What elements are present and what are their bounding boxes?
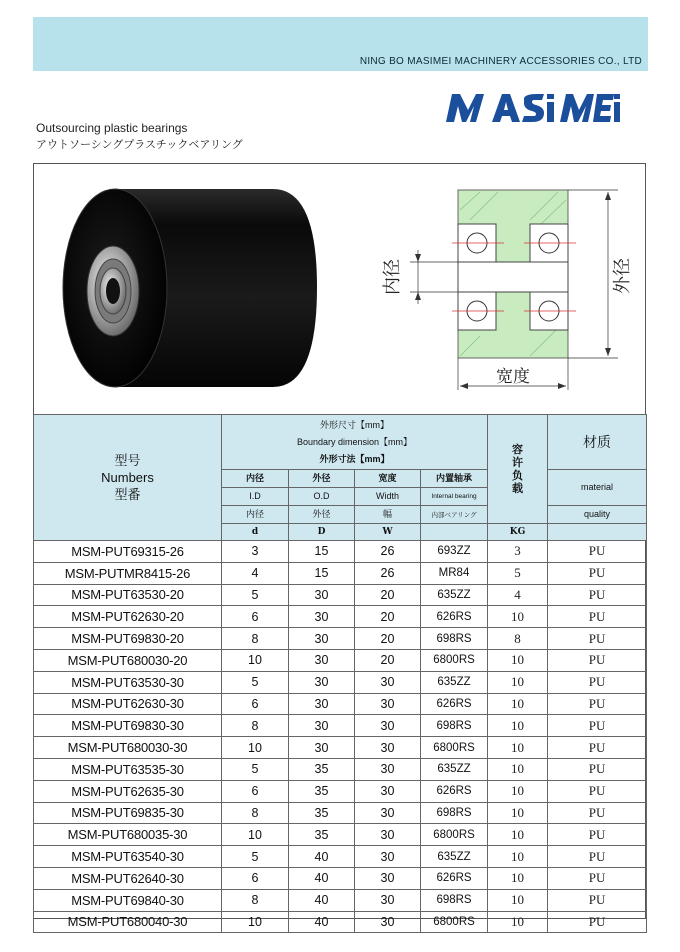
cell-width: 20 [355, 628, 421, 650]
table-row [34, 889, 647, 911]
cell-inner-diameter: 10 [222, 737, 289, 759]
col-od-symbol: D [289, 524, 355, 541]
cell-outer-diameter: 30 [289, 693, 355, 715]
cell-allowable-load: 10 [488, 846, 548, 868]
cell-inner-diameter: 3 [222, 541, 289, 563]
cell-material: PU [548, 649, 647, 671]
model-header-cn: 型号 [114, 453, 141, 468]
cell-outer-diameter: 15 [289, 541, 355, 563]
cell-material: PU [548, 562, 647, 584]
cell-outer-diameter: 35 [289, 802, 355, 824]
cell-material: PU [548, 867, 647, 889]
cell-allowable-load: 10 [488, 911, 548, 933]
cell-model: MSM-PUT63540-30 [34, 846, 222, 868]
cell-material: PU [548, 846, 647, 868]
cell-outer-diameter: 30 [289, 606, 355, 628]
cell-internal-bearing: 635ZZ [421, 671, 488, 693]
cell-inner-diameter: 10 [222, 649, 289, 671]
cell-inner-diameter: 6 [222, 780, 289, 802]
cell-material: PU [548, 889, 647, 911]
cell-outer-diameter: 30 [289, 584, 355, 606]
cell-inner-diameter: 5 [222, 846, 289, 868]
cell-outer-diameter: 40 [289, 846, 355, 868]
cell-allowable-load: 3 [488, 541, 548, 563]
cell-inner-diameter: 10 [222, 911, 289, 933]
cell-internal-bearing: 635ZZ [421, 846, 488, 868]
cell-internal-bearing: 626RS [421, 780, 488, 802]
cell-width: 30 [355, 889, 421, 911]
cell-inner-diameter: 5 [222, 758, 289, 780]
cell-inner-diameter: 10 [222, 824, 289, 846]
col-bearing-symbol [421, 524, 488, 541]
cell-model: MSM-PUT680035-30 [34, 824, 222, 846]
cell-width: 20 [355, 584, 421, 606]
table-row [34, 846, 647, 868]
cell-outer-diameter: 35 [289, 758, 355, 780]
dimension-header [222, 415, 488, 470]
header-banner [33, 17, 648, 71]
cell-allowable-load: 10 [488, 780, 548, 802]
cell-outer-diameter: 30 [289, 715, 355, 737]
masimei-logo [446, 92, 621, 124]
cell-allowable-load: 10 [488, 889, 548, 911]
col-id-jp: 内径 [222, 506, 289, 524]
cell-allowable-load: 4 [488, 584, 548, 606]
cell-material: PU [548, 758, 647, 780]
cell-width: 26 [355, 562, 421, 584]
cell-model: MSM-PUT680030-30 [34, 737, 222, 759]
outer-diameter-label: 外径 [612, 258, 633, 294]
cell-width: 30 [355, 824, 421, 846]
table-row [34, 562, 647, 584]
cell-outer-diameter: 40 [289, 911, 355, 933]
cell-model: MSM-PUT69315-26 [34, 541, 222, 563]
cell-internal-bearing: 626RS [421, 606, 488, 628]
cell-material: PU [548, 715, 647, 737]
cell-allowable-load: 10 [488, 824, 548, 846]
model-header-en: Numbers [101, 470, 154, 485]
cell-material: PU [548, 802, 647, 824]
cell-model: MSM-PUT69840-30 [34, 889, 222, 911]
cell-inner-diameter: 5 [222, 671, 289, 693]
table-row [34, 758, 647, 780]
cell-material: PU [548, 541, 647, 563]
cell-allowable-load: 5 [488, 562, 548, 584]
table-row [34, 780, 647, 802]
cell-model: MSM-PUT63535-30 [34, 758, 222, 780]
cell-inner-diameter: 8 [222, 715, 289, 737]
cell-inner-diameter: 4 [222, 562, 289, 584]
cell-width: 20 [355, 649, 421, 671]
dimension-header-en: Boundary dimension【mm】 [297, 436, 413, 447]
cell-outer-diameter: 30 [289, 628, 355, 650]
col-width-symbol: W [355, 524, 421, 541]
col-od-en: O.D [289, 488, 355, 506]
cell-width: 30 [355, 780, 421, 802]
cell-internal-bearing: 698RS [421, 715, 488, 737]
table-row [34, 715, 647, 737]
col-width-jp: 幅 [355, 506, 421, 524]
cell-width: 30 [355, 693, 421, 715]
cell-material: PU [548, 693, 647, 715]
col-width-en: Width [355, 488, 421, 506]
table-row [34, 911, 647, 933]
cell-inner-diameter: 8 [222, 628, 289, 650]
cell-model: MSM-PUT69830-30 [34, 715, 222, 737]
table-row [34, 737, 647, 759]
bearing-cross-section-drawing [380, 180, 635, 395]
dimension-header-jp: 外形寸法【mm】 [319, 453, 390, 464]
cell-width: 30 [355, 671, 421, 693]
material-header-en: material [548, 470, 647, 506]
cell-inner-diameter: 5 [222, 584, 289, 606]
cell-internal-bearing: 635ZZ [421, 758, 488, 780]
cell-model: MSM-PUT62640-30 [34, 867, 222, 889]
cell-model: MSM-PUT62635-30 [34, 780, 222, 802]
spec-table-body [34, 541, 647, 933]
col-od-jp: 外径 [289, 506, 355, 524]
table-row [34, 649, 647, 671]
dimension-header-cn: 外形尺寸【mm】 [320, 419, 390, 430]
cell-allowable-load: 10 [488, 671, 548, 693]
cell-allowable-load: 8 [488, 628, 548, 650]
load-header [488, 415, 548, 524]
table-row [34, 802, 647, 824]
cell-inner-diameter: 6 [222, 606, 289, 628]
model-header-jp: 型番 [114, 487, 141, 502]
cell-material: PU [548, 606, 647, 628]
cell-allowable-load: 10 [488, 715, 548, 737]
cell-internal-bearing: 698RS [421, 802, 488, 824]
cell-material: PU [548, 780, 647, 802]
cell-model: MSM-PUTMR8415-26 [34, 562, 222, 584]
model-header [34, 415, 222, 541]
table-row [34, 606, 647, 628]
inner-diameter-label: 内径 [382, 259, 403, 295]
cell-allowable-load: 10 [488, 758, 548, 780]
cell-material: PU [548, 671, 647, 693]
cell-width: 30 [355, 867, 421, 889]
col-id-cn: 内径 [222, 470, 289, 488]
cell-model: MSM-PUT680040-30 [34, 911, 222, 933]
cell-outer-diameter: 40 [289, 867, 355, 889]
cell-allowable-load: 10 [488, 693, 548, 715]
cell-allowable-load: 10 [488, 867, 548, 889]
table-row [34, 867, 647, 889]
cell-internal-bearing: 698RS [421, 889, 488, 911]
company-name: NING BO MASIMEI MACHINERY ACCESSORIES CO., LTD [359, 56, 642, 67]
cell-material: PU [548, 737, 647, 759]
cell-model: MSM-PUT69835-30 [34, 802, 222, 824]
cell-allowable-load: 10 [488, 737, 548, 759]
cell-outer-diameter: 40 [289, 889, 355, 911]
material-symbol-cell [548, 524, 647, 541]
cell-model: MSM-PUT680030-20 [34, 649, 222, 671]
load-header-label: 容 许 负 载 [512, 443, 524, 495]
cell-allowable-load: 10 [488, 802, 548, 824]
cell-width: 20 [355, 606, 421, 628]
cell-width: 30 [355, 802, 421, 824]
cell-allowable-load: 10 [488, 606, 548, 628]
cell-outer-diameter: 30 [289, 671, 355, 693]
cell-width: 30 [355, 758, 421, 780]
cell-inner-diameter: 8 [222, 889, 289, 911]
cell-allowable-load: 10 [488, 649, 548, 671]
cell-internal-bearing: 626RS [421, 867, 488, 889]
roller-photo [55, 181, 325, 401]
cell-material: PU [548, 584, 647, 606]
cell-width: 30 [355, 715, 421, 737]
cell-material: PU [548, 824, 647, 846]
width-label: 宽度 [496, 367, 530, 387]
cell-internal-bearing: 635ZZ [421, 584, 488, 606]
quality-header-en: quality [548, 506, 647, 524]
cell-model: MSM-PUT63530-20 [34, 584, 222, 606]
cell-model: MSM-PUT69830-20 [34, 628, 222, 650]
cell-outer-diameter: 35 [289, 824, 355, 846]
load-unit: KG [488, 524, 548, 541]
cell-internal-bearing: 693ZZ [421, 541, 488, 563]
cell-outer-diameter: 35 [289, 780, 355, 802]
cell-internal-bearing: MR84 [421, 562, 488, 584]
cell-outer-diameter: 15 [289, 562, 355, 584]
cell-width: 30 [355, 737, 421, 759]
cell-model: MSM-PUT63530-30 [34, 671, 222, 693]
table-row [34, 541, 647, 563]
subtitle-japanese: アウトソーシングプラスチックベアリング [36, 139, 243, 151]
cell-model: MSM-PUT62630-20 [34, 606, 222, 628]
cell-material: PU [548, 911, 647, 933]
col-bearing-jp: 内部ベアリング [421, 506, 488, 524]
table-row [34, 628, 647, 650]
cell-internal-bearing: 6800RS [421, 824, 488, 846]
col-id-en: I.D [222, 488, 289, 506]
cell-internal-bearing: 6800RS [421, 737, 488, 759]
cell-inner-diameter: 6 [222, 693, 289, 715]
material-header-cn: 材质 [548, 415, 647, 470]
cell-internal-bearing: 626RS [421, 693, 488, 715]
table-row [34, 671, 647, 693]
cell-width: 30 [355, 846, 421, 868]
col-width-cn: 宽度 [355, 470, 421, 488]
cell-internal-bearing: 698RS [421, 628, 488, 650]
cell-inner-diameter: 8 [222, 802, 289, 824]
col-id-symbol: d [222, 524, 289, 541]
table-row [34, 584, 647, 606]
cell-model: MSM-PUT62630-30 [34, 693, 222, 715]
col-od-cn: 外径 [289, 470, 355, 488]
cell-internal-bearing: 6800RS [421, 911, 488, 933]
table-row [34, 824, 647, 846]
col-bearing-en: Internal bearing [421, 488, 488, 506]
cell-material: PU [548, 628, 647, 650]
subtitle-english: Outsourcing plastic bearings [36, 121, 188, 135]
cell-outer-diameter: 30 [289, 649, 355, 671]
cell-width: 30 [355, 911, 421, 933]
cell-inner-diameter: 6 [222, 867, 289, 889]
cell-width: 26 [355, 541, 421, 563]
table-row [34, 693, 647, 715]
cell-outer-diameter: 30 [289, 737, 355, 759]
cell-internal-bearing: 6800RS [421, 649, 488, 671]
spec-table [33, 414, 647, 933]
col-bearing-cn: 内置轴承 [421, 470, 488, 488]
